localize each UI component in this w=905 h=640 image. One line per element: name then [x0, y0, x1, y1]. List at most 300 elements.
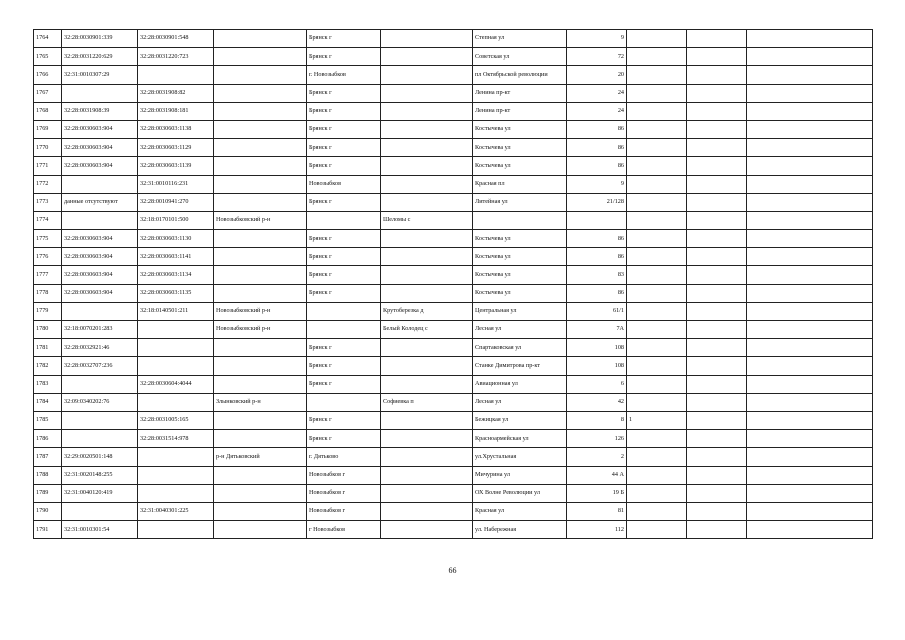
- table-row: [34, 193, 873, 211]
- extra-cell: [627, 430, 687, 448]
- settlement-cell: [381, 502, 473, 520]
- row-number-cell: 1788: [34, 466, 62, 484]
- city-cell: [307, 211, 381, 229]
- settlement-cell: [381, 284, 473, 302]
- empty-cell: [747, 139, 873, 157]
- house-cell: 21/128: [567, 193, 627, 211]
- city-cell: Брянск г: [307, 339, 381, 357]
- cadastral-number-cell: 32:28:0030603:904: [62, 284, 138, 302]
- object-number-cell: [138, 393, 214, 411]
- row-number-cell: 1774: [34, 211, 62, 229]
- district-cell: [214, 339, 307, 357]
- cadastral-number-cell: 32:29:0020501:148: [62, 448, 138, 466]
- table-row: [34, 102, 873, 120]
- house-cell: 83: [567, 266, 627, 284]
- cadastral-number-cell: 32:28:0031220:629: [62, 48, 138, 66]
- empty-cell: [747, 48, 873, 66]
- street-cell: Центральная ул: [473, 302, 567, 320]
- object-number-cell: 32:28:0030603:1138: [138, 120, 214, 138]
- extra-cell: [627, 321, 687, 339]
- extra-cell: [627, 230, 687, 248]
- house-cell: 9: [567, 175, 627, 193]
- extra-cell: [627, 466, 687, 484]
- house-cell: 86: [567, 230, 627, 248]
- cadastral-number-cell: 32:31:0040120:419: [62, 484, 138, 502]
- table-body: [34, 30, 873, 539]
- street-cell: Красная ул: [473, 502, 567, 520]
- extra-cell: [627, 484, 687, 502]
- settlement-cell: [381, 521, 473, 539]
- table-row: [34, 48, 873, 66]
- street-cell: Лесная ул: [473, 393, 567, 411]
- row-number-cell: 1781: [34, 339, 62, 357]
- extra-cell: [627, 139, 687, 157]
- table-row: [34, 120, 873, 138]
- empty-cell: [747, 393, 873, 411]
- table-row: [34, 266, 873, 284]
- settlement-cell: [381, 466, 473, 484]
- object-number-cell: 32:31:0040301:225: [138, 502, 214, 520]
- street-cell: Спартаковская ул: [473, 339, 567, 357]
- street-cell: [473, 211, 567, 229]
- district-cell: [214, 248, 307, 266]
- house-cell: 72: [567, 48, 627, 66]
- cadastral-number-cell: 32:28:0031908:39: [62, 102, 138, 120]
- settlement-cell: [381, 48, 473, 66]
- row-number-cell: 1782: [34, 357, 62, 375]
- extra-cell-2: [687, 266, 747, 284]
- house-cell: 2: [567, 448, 627, 466]
- city-cell: г. Дятьково: [307, 448, 381, 466]
- settlement-cell: [381, 157, 473, 175]
- row-number-cell: 1764: [34, 30, 62, 48]
- table-row: [34, 357, 873, 375]
- city-cell: Брянск г: [307, 411, 381, 429]
- district-cell: [214, 375, 307, 393]
- street-cell: Костычева ул: [473, 284, 567, 302]
- extra-cell-2: [687, 248, 747, 266]
- extra-cell: [627, 193, 687, 211]
- city-cell: Брянск г: [307, 157, 381, 175]
- extra-cell-2: [687, 393, 747, 411]
- district-cell: [214, 84, 307, 102]
- house-cell: 81: [567, 502, 627, 520]
- cadastral-number-cell: 32:28:0030603:904: [62, 266, 138, 284]
- empty-cell: [747, 193, 873, 211]
- empty-cell: [747, 284, 873, 302]
- cadastral-number-cell: [62, 375, 138, 393]
- object-number-cell: [138, 448, 214, 466]
- extra-cell: [627, 284, 687, 302]
- empty-cell: [747, 175, 873, 193]
- settlement-cell: [381, 448, 473, 466]
- object-number-cell: [138, 321, 214, 339]
- cadastral-number-cell: [62, 84, 138, 102]
- city-cell: Брянск г: [307, 102, 381, 120]
- row-number-cell: 1779: [34, 302, 62, 320]
- extra-cell-2: [687, 357, 747, 375]
- extra-cell-2: [687, 502, 747, 520]
- street-cell: Советская ул: [473, 48, 567, 66]
- house-cell: 44 А: [567, 466, 627, 484]
- house-cell: 108: [567, 357, 627, 375]
- empty-cell: [747, 248, 873, 266]
- district-cell: [214, 193, 307, 211]
- table-row: [34, 466, 873, 484]
- extra-cell-2: [687, 411, 747, 429]
- table-row: [34, 139, 873, 157]
- object-number-cell: 32:28:0031005:165: [138, 411, 214, 429]
- city-cell: Брянск г: [307, 193, 381, 211]
- street-cell: Литейная ул: [473, 193, 567, 211]
- cadastral-number-cell: 32:28:0030603:904: [62, 139, 138, 157]
- table-row: [34, 302, 873, 320]
- cadastral-number-cell: [62, 430, 138, 448]
- extra-cell: [627, 157, 687, 175]
- empty-cell: [747, 339, 873, 357]
- table-row: [34, 248, 873, 266]
- empty-cell: [747, 502, 873, 520]
- district-cell: [214, 484, 307, 502]
- cadastral-number-cell: [62, 175, 138, 193]
- table-row: [34, 30, 873, 48]
- settlement-cell: [381, 120, 473, 138]
- district-cell: [214, 266, 307, 284]
- row-number-cell: 1775: [34, 230, 62, 248]
- house-cell: 86: [567, 157, 627, 175]
- row-number-cell: 1765: [34, 48, 62, 66]
- object-number-cell: [138, 339, 214, 357]
- object-number-cell: 32:28:0030603:1129: [138, 139, 214, 157]
- cadastral-number-cell: 32:28:0032707:236: [62, 357, 138, 375]
- row-number-cell: 1783: [34, 375, 62, 393]
- city-cell: Новозыбков г: [307, 466, 381, 484]
- empty-cell: [747, 466, 873, 484]
- extra-cell-2: [687, 30, 747, 48]
- cadastral-number-cell: 32:31:0010307:29: [62, 66, 138, 84]
- settlement-cell: [381, 230, 473, 248]
- settlement-cell: [381, 411, 473, 429]
- empty-cell: [747, 357, 873, 375]
- district-cell: [214, 357, 307, 375]
- settlement-cell: [381, 84, 473, 102]
- district-cell: [214, 48, 307, 66]
- extra-cell: [627, 248, 687, 266]
- settlement-cell: Крутоберезка д: [381, 302, 473, 320]
- table-row: [34, 393, 873, 411]
- city-cell: Брянск г: [307, 357, 381, 375]
- extra-cell: [627, 120, 687, 138]
- extra-cell-2: [687, 230, 747, 248]
- district-cell: [214, 521, 307, 539]
- table-row: [34, 230, 873, 248]
- table-row: [34, 411, 873, 429]
- empty-cell: [747, 66, 873, 84]
- empty-cell: [747, 484, 873, 502]
- row-number-cell: 1790: [34, 502, 62, 520]
- cadastral-number-cell: 32:18:0070201:283: [62, 321, 138, 339]
- street-cell: Мичурина ул: [473, 466, 567, 484]
- street-cell: пл Октябрьской революции: [473, 66, 567, 84]
- cadastral-number-cell: 32:28:0030603:904: [62, 157, 138, 175]
- house-cell: 126: [567, 430, 627, 448]
- district-cell: [214, 284, 307, 302]
- object-number-cell: 32:28:0030603:1130: [138, 230, 214, 248]
- table-row: [34, 66, 873, 84]
- empty-cell: [747, 411, 873, 429]
- extra-cell-2: [687, 484, 747, 502]
- extra-cell: [627, 357, 687, 375]
- district-cell: [214, 157, 307, 175]
- house-cell: 7А: [567, 321, 627, 339]
- city-cell: Брянск г: [307, 284, 381, 302]
- city-cell: г Новозыбков: [307, 521, 381, 539]
- row-number-cell: 1773: [34, 193, 62, 211]
- object-number-cell: 32:28:0031220:723: [138, 48, 214, 66]
- object-number-cell: 32:28:0030604:4044: [138, 375, 214, 393]
- object-number-cell: 32:28:0031908:82: [138, 84, 214, 102]
- street-cell: ул. Набережная: [473, 521, 567, 539]
- extra-cell: [627, 211, 687, 229]
- settlement-cell: [381, 484, 473, 502]
- table-row: [34, 339, 873, 357]
- row-number-cell: 1772: [34, 175, 62, 193]
- table-row: [34, 484, 873, 502]
- row-number-cell: 1768: [34, 102, 62, 120]
- district-cell: [214, 502, 307, 520]
- table-row: [34, 321, 873, 339]
- street-cell: Костычева ул: [473, 139, 567, 157]
- street-cell: ул.Хрустальная: [473, 448, 567, 466]
- house-cell: 9: [567, 30, 627, 48]
- district-cell: [214, 466, 307, 484]
- house-cell: 86: [567, 120, 627, 138]
- district-cell: Новозыбковский р-н: [214, 302, 307, 320]
- street-cell: Костычева ул: [473, 266, 567, 284]
- table-row: [34, 211, 873, 229]
- table-row: [34, 157, 873, 175]
- object-number-cell: [138, 357, 214, 375]
- object-number-cell: 32:28:0030901:548: [138, 30, 214, 48]
- object-number-cell: 32:28:0030603:1135: [138, 284, 214, 302]
- street-cell: Красная пл: [473, 175, 567, 193]
- empty-cell: [747, 266, 873, 284]
- cadastral-number-cell: [62, 211, 138, 229]
- city-cell: Брянск г: [307, 139, 381, 157]
- house-cell: 86: [567, 248, 627, 266]
- extra-cell-2: [687, 102, 747, 120]
- house-cell: [567, 211, 627, 229]
- city-cell: Брянск г: [307, 120, 381, 138]
- row-number-cell: 1770: [34, 139, 62, 157]
- extra-cell: [627, 339, 687, 357]
- settlement-cell: [381, 248, 473, 266]
- district-cell: Новозыбковский р-н: [214, 211, 307, 229]
- empty-cell: [747, 302, 873, 320]
- street-cell: Костычева ул: [473, 157, 567, 175]
- house-cell: 20: [567, 66, 627, 84]
- extra-cell: [627, 375, 687, 393]
- extra-cell-2: [687, 48, 747, 66]
- settlement-cell: [381, 375, 473, 393]
- cadastral-number-cell: [62, 411, 138, 429]
- empty-cell: [747, 521, 873, 539]
- extra-cell: [627, 175, 687, 193]
- street-cell: Лесная ул: [473, 321, 567, 339]
- object-number-cell: 32:31:0010116:231: [138, 175, 214, 193]
- extra-cell-2: [687, 157, 747, 175]
- extra-cell-2: [687, 430, 747, 448]
- table-row: [34, 84, 873, 102]
- table-row: [34, 175, 873, 193]
- settlement-cell: [381, 266, 473, 284]
- city-cell: Брянск г: [307, 230, 381, 248]
- settlement-cell: Белый Колодец с: [381, 321, 473, 339]
- empty-cell: [747, 230, 873, 248]
- registry-table-container: [33, 29, 872, 539]
- city-cell: Брянск г: [307, 266, 381, 284]
- street-cell: Бежицкая ул: [473, 411, 567, 429]
- extra-cell: [627, 66, 687, 84]
- cadastral-number-cell: 32:28:0030603:904: [62, 230, 138, 248]
- extra-cell: [627, 302, 687, 320]
- street-cell: Красноармейская ул: [473, 430, 567, 448]
- house-cell: 86: [567, 284, 627, 302]
- empty-cell: [747, 102, 873, 120]
- object-number-cell: 32:28:0030603:1134: [138, 266, 214, 284]
- house-cell: 61/1: [567, 302, 627, 320]
- city-cell: Новозыбков: [307, 175, 381, 193]
- extra-cell: [627, 521, 687, 539]
- row-number-cell: 1769: [34, 120, 62, 138]
- city-cell: Новозыбков г: [307, 502, 381, 520]
- extra-cell-2: [687, 375, 747, 393]
- row-number-cell: 1777: [34, 266, 62, 284]
- table-row: [34, 502, 873, 520]
- table-row: [34, 430, 873, 448]
- house-cell: 6: [567, 375, 627, 393]
- cadastral-number-cell: 32:09:0340202:76: [62, 393, 138, 411]
- extra-cell-2: [687, 448, 747, 466]
- district-cell: [214, 139, 307, 157]
- cadastral-number-cell: 32:28:0030603:904: [62, 248, 138, 266]
- city-cell: Брянск г: [307, 248, 381, 266]
- extra-cell-2: [687, 284, 747, 302]
- district-cell: [214, 120, 307, 138]
- house-cell: 8: [567, 411, 627, 429]
- settlement-cell: [381, 66, 473, 84]
- settlement-cell: [381, 175, 473, 193]
- row-number-cell: 1789: [34, 484, 62, 502]
- empty-cell: [747, 448, 873, 466]
- page-number: 66: [448, 566, 457, 575]
- extra-cell-2: [687, 175, 747, 193]
- city-cell: [307, 321, 381, 339]
- house-cell: 19 Б: [567, 484, 627, 502]
- settlement-cell: [381, 339, 473, 357]
- object-number-cell: 32:18:0140501:211: [138, 302, 214, 320]
- cadastral-number-cell: данные отсутствуют: [62, 193, 138, 211]
- extra-cell: [627, 266, 687, 284]
- extra-cell: [627, 502, 687, 520]
- cadastral-number-cell: 32:28:0032921:46: [62, 339, 138, 357]
- extra-cell: [627, 48, 687, 66]
- extra-cell: 1: [627, 411, 687, 429]
- row-number-cell: 1780: [34, 321, 62, 339]
- district-cell: [214, 30, 307, 48]
- street-cell: Степная ул: [473, 30, 567, 48]
- street-cell: Костычева ул: [473, 120, 567, 138]
- city-cell: Брянск г: [307, 84, 381, 102]
- settlement-cell: [381, 193, 473, 211]
- extra-cell: [627, 102, 687, 120]
- settlement-cell: [381, 139, 473, 157]
- city-cell: [307, 393, 381, 411]
- table-row: [34, 375, 873, 393]
- object-number-cell: [138, 521, 214, 539]
- row-number-cell: 1778: [34, 284, 62, 302]
- object-number-cell: 32:28:0030603:1139: [138, 157, 214, 175]
- cadastral-number-cell: 32:28:0030603:904: [62, 120, 138, 138]
- extra-cell-2: [687, 211, 747, 229]
- city-cell: Брянск г: [307, 30, 381, 48]
- empty-cell: [747, 30, 873, 48]
- object-number-cell: 32:28:0031514:978: [138, 430, 214, 448]
- street-cell: Авиационная ул: [473, 375, 567, 393]
- district-cell: [214, 102, 307, 120]
- object-number-cell: 32:28:0030603:1141: [138, 248, 214, 266]
- row-number-cell: 1776: [34, 248, 62, 266]
- settlement-cell: [381, 102, 473, 120]
- empty-cell: [747, 375, 873, 393]
- empty-cell: [747, 120, 873, 138]
- empty-cell: [747, 211, 873, 229]
- row-number-cell: 1791: [34, 521, 62, 539]
- house-cell: 42: [567, 393, 627, 411]
- row-number-cell: 1784: [34, 393, 62, 411]
- object-number-cell: 32:18:0170101:500: [138, 211, 214, 229]
- object-number-cell: [138, 66, 214, 84]
- street-cell: Ленина пр-кт: [473, 102, 567, 120]
- extra-cell: [627, 30, 687, 48]
- extra-cell: [627, 84, 687, 102]
- empty-cell: [747, 321, 873, 339]
- district-cell: [214, 411, 307, 429]
- registry-table: [33, 29, 873, 539]
- street-cell: Станке Димитрова пр-кт: [473, 357, 567, 375]
- row-number-cell: 1766: [34, 66, 62, 84]
- cadastral-number-cell: [62, 302, 138, 320]
- district-cell: р-н Дятьковский: [214, 448, 307, 466]
- city-cell: Брянск г: [307, 430, 381, 448]
- house-cell: 108: [567, 339, 627, 357]
- house-cell: 86: [567, 139, 627, 157]
- settlement-cell: [381, 430, 473, 448]
- cadastral-number-cell: 32:28:0030901:339: [62, 30, 138, 48]
- extra-cell-2: [687, 193, 747, 211]
- object-number-cell: 32:28:0031908:181: [138, 102, 214, 120]
- cadastral-number-cell: [62, 502, 138, 520]
- cadastral-number-cell: 32:31:0010301:54: [62, 521, 138, 539]
- street-cell: ОХ Волне Революции ул: [473, 484, 567, 502]
- district-cell: [214, 66, 307, 84]
- row-number-cell: 1786: [34, 430, 62, 448]
- object-number-cell: [138, 466, 214, 484]
- district-cell: [214, 230, 307, 248]
- row-number-cell: 1785: [34, 411, 62, 429]
- table-row: [34, 448, 873, 466]
- table-row: [34, 521, 873, 539]
